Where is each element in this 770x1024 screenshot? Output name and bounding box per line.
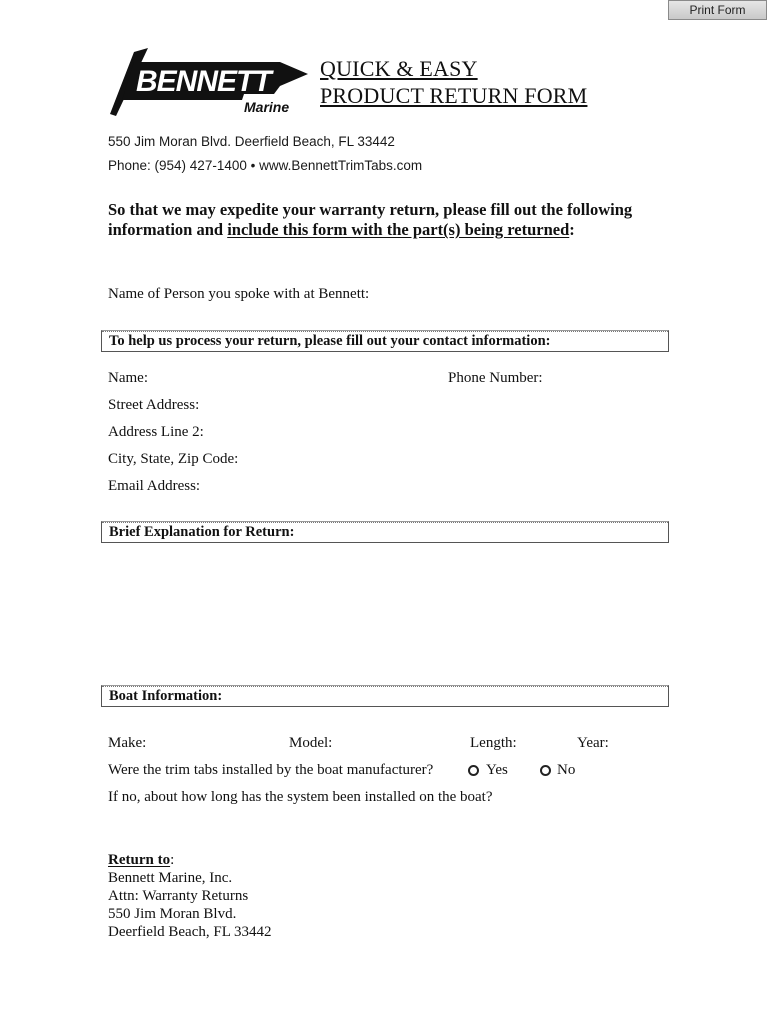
company-address: 550 Jim Moran Blvd. Deerfield Beach, FL 33442: [108, 134, 395, 149]
logo-sub-text: Marine: [244, 99, 290, 115]
return-line3: 550 Jim Moran Blvd.: [108, 906, 237, 922]
boat-section-header: Boat Information:: [109, 688, 223, 704]
logo-graphic: [104, 44, 314, 120]
no-radio[interactable]: [540, 765, 551, 776]
model-label: Model:: [289, 735, 333, 751]
boat-section-header-box: [101, 685, 669, 707]
logo-brand-text: BENNETT: [136, 65, 271, 98]
make-label: Make:: [108, 735, 147, 751]
contact-section-header-box: [101, 330, 669, 352]
street-address-label: Street Address:: [108, 397, 200, 413]
explanation-section-header: Brief Explanation for Return:: [109, 524, 295, 540]
return-line1: Bennett Marine, Inc.: [108, 870, 233, 886]
installed-question: Were the trim tabs installed by the boat manufacturer?: [108, 762, 434, 778]
company-phone-web: Phone: (954) 427-1400 • www.BennettTrimTabs.com: [108, 158, 423, 173]
return-to-colon: :: [170, 852, 175, 868]
phone-number-label: Phone Number:: [448, 370, 543, 386]
return-address-block: [108, 851, 272, 941]
explanation-section-header-box: [101, 521, 669, 543]
intro-part1: So that we may expedite your warranty return, please fill out the following information and: [108, 200, 633, 239]
intro-underlined: include this form with the part(s) being returned: [227, 220, 570, 239]
return-to-header: Return to: [108, 852, 171, 868]
bennett-marine-logo: [104, 44, 314, 120]
intro-part2: :: [569, 220, 575, 239]
intro-text: [108, 200, 668, 240]
no-label: No: [557, 762, 576, 778]
return-line4: Deerfield Beach, FL 33442: [108, 924, 272, 940]
return-line2: Attn: Warranty Returns: [108, 888, 249, 904]
length-label: Length:: [470, 735, 517, 751]
contact-section-header: To help us process your return, please fill out your contact information:: [109, 333, 551, 349]
address-line2-label: Address Line 2:: [108, 424, 204, 440]
name-label: Name:: [108, 370, 148, 386]
yes-radio[interactable]: [468, 765, 479, 776]
form-title-line1: QUICK & EASY: [320, 56, 478, 81]
print-form-button[interactable]: Print Form: [668, 0, 767, 20]
email-address-label: Email Address:: [108, 478, 201, 494]
form-title-line2: PRODUCT RETURN FORM: [320, 83, 588, 108]
year-label: Year:: [577, 735, 609, 751]
yes-label: Yes: [486, 762, 508, 778]
city-state-zip-label: City, State, Zip Code:: [108, 451, 239, 467]
contact-person-label: Name of Person you spoke with at Bennett:: [108, 286, 370, 302]
how-long-question: If no, about how long has the system been installed on the boat?: [108, 789, 493, 805]
